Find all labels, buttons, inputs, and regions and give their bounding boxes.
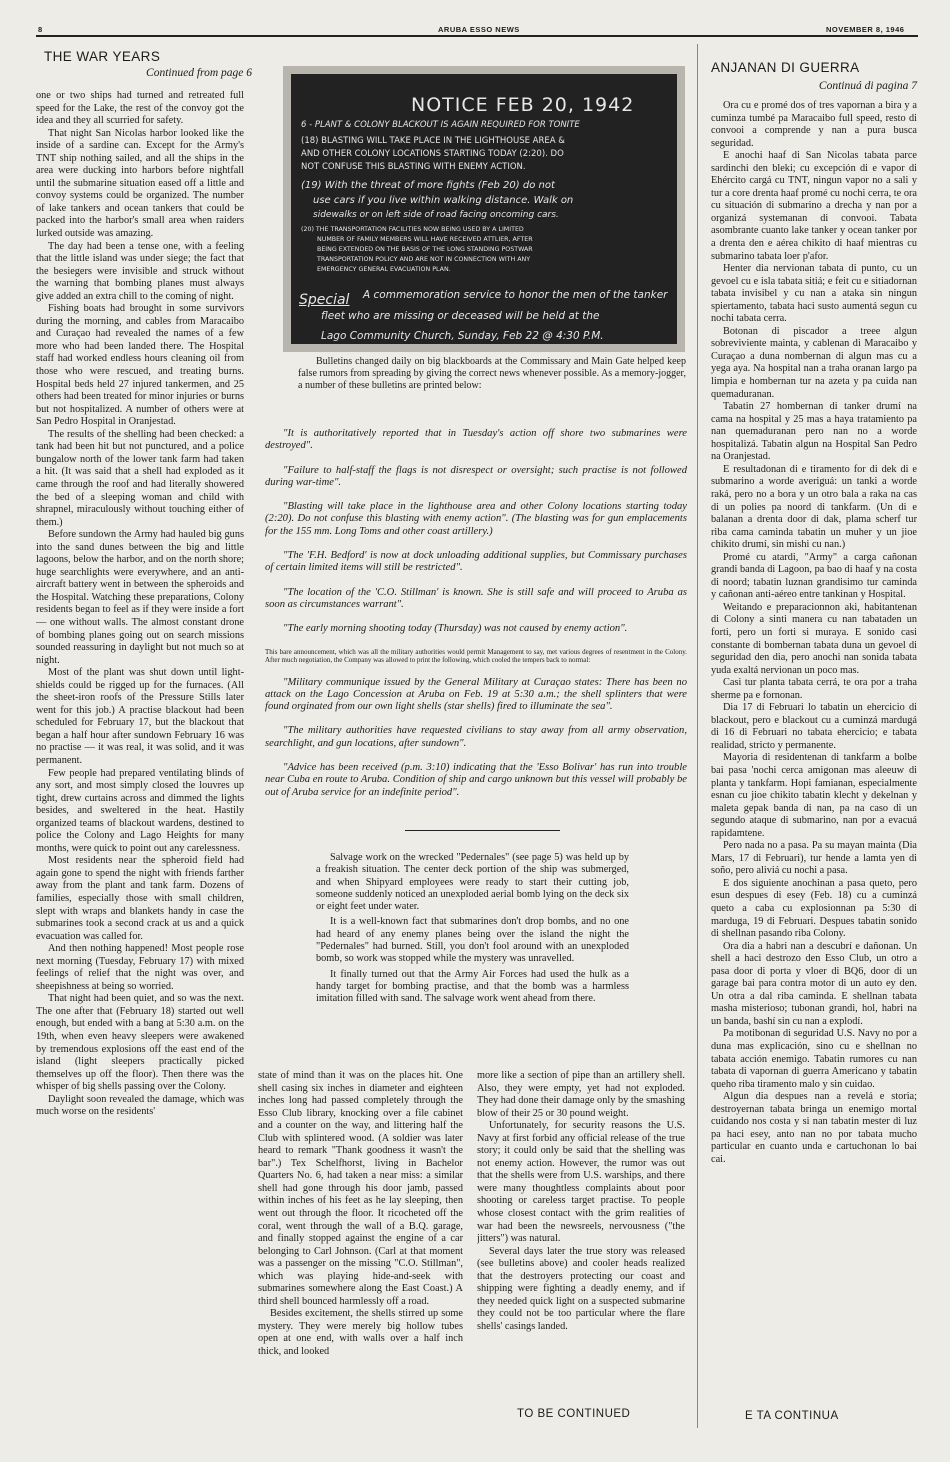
- blackboard-photo: [283, 66, 685, 352]
- paragraph: Most of the plant was shut down until light-shields could be rigged up for the furnaces. (All the sheet-iron roofs of the Pressure Stills later went for this job.) A practise blackout had been scheduled for February 17, but the blackout that began a half hour after sundown February 16 was no practise — it was real, it was solid, and it was permanent.: [36, 667, 244, 766]
- paragraph: Weitando e preparacionnon aki, habitantenan di Colony a sinti manera cu nan tabataden un forti, pero un forti si muraya. E sonido casi constante di bombernan tabata duna un gevoel di seguridad den dia, pero anochi nan sonida tabata yuda exaltá nervionan un poco mas.: [711, 601, 917, 676]
- paragraph: Casi tur planta tabata cerrá, te ora por a traha sherme pa e fornonan.: [711, 677, 917, 701]
- bulletin-item: "It is authoritatively reported that in Tuesday's action off shore two submarines were destroyed".: [265, 428, 687, 452]
- paragraph: Several days later the true story was released (see bulletins above) and cooler heads realized that the destroyers protecting our coast and shipping were fighting a deadly enemy, and if they needed quick light on a suspected submarine they could not be too particular where the flare shells' casings landed.: [477, 1245, 685, 1332]
- bulletin-item: "Advice has been received (p.m. 3:10) indicating that the 'Esso Bolivar' has run into trouble near Cuba en route to Aruba. Condition of ship and cargo unknown but this vessel will probably be out of Aruba service for an indefinite period".: [265, 762, 687, 798]
- paragraph: Besides excitement, the shells stirred up some mystery. They were merely big hollow tubes open at one end, with walls over a half inch thick, and looked: [258, 1308, 463, 1358]
- chalk-line: Lago Community Church, Sunday, Feb 22 @ 4:30 P.M.: [321, 330, 604, 342]
- paragraph: state of mind than it was on the places hit. One shell casing six inches in diameter and eighteen inches long had passed completely through the Esso Club library, knocking over a file cabinet and a counter on the way, and littering half the Club with splintered wood. (A soldier was later heard to remark "Thank goodness it wasn't the bar".) Tex Schelfhorst, living in Bachelor Quarters No. 6, had taken a near miss: a similar shell had gone through his door jamb, passed within inches of his feet as he lay sleeping, then went out through the floor. It ricocheted off the coral, went through the wall of a B.Q. garage, and finally stopped against the engine of a car belonging to Carl Johnson. (Carl at that moment was a passenger on the missing "C.O. Stillman", which was playing hide-and-seek with submarines somewhere along the East Coast.) A third shell bounced harmlessly off a road.: [258, 1070, 463, 1307]
- paragraph: And then nothing happened! Most people rose next morning (Tuesday, February 17) with mixed feelings of relief that the night was over, and sheepishness at being so worried.: [36, 943, 244, 992]
- chalk-line: NOT CONFUSE THIS BLASTING WITH ENEMY ACTION.: [301, 162, 526, 172]
- notice-heading: NOTICE FEB 20, 1942: [411, 94, 635, 116]
- chalk-line: sidewalks or on left side of road facing oncoming cars.: [313, 210, 559, 220]
- war-years-column-1: [36, 90, 244, 1424]
- paragraph: Mayoria di residentenan di tankfarm a bolbe bai pasa 'nochi cerca amigonan mas aleeuw di planta y tankfarm. Hopi famianan, especialmente esnan cu jioe chikito tabatin klecht y dekelnan y maleta gepak banda di nan, pa na caso di un segundo ataque di submarino, nan por a evacuá rapidamtene.: [711, 752, 917, 839]
- war-years-column-3: [477, 1070, 685, 1406]
- to-be-continued: TO BE CONTINUED: [517, 1408, 631, 1420]
- paragraph: Dia 17 di Februari lo tabatin un ehercicio di blackout, pero e blackout cu a cuminzá mardugá di 16 di Februari no tabata ehercicio; e tabata realidad, stricto y permanente.: [711, 702, 917, 751]
- chalk-line: fleet who are missing or deceased will be held at the: [321, 310, 600, 322]
- paragraph: Algun dia despues nan a revelá e storia; destroyernan tabata bringa un enemigo mortal cuidando nos costa y si nan tabatin mester di luz pa haci esey, anto nan no por tabata mucho particular en cuanto unda e cartuchonan lo bai cai.: [711, 1091, 917, 1165]
- bulletin-item: "The military authorities have requested civilians to stay away from all army observation, searchlight, and gun locations, after sundown".: [265, 725, 687, 749]
- issue-date: NOVEMBER 8, 1946: [826, 25, 905, 34]
- paragraph: It finally turned out that the Army Air Forces had used the hulk as a handy target for bombing practise, and that the bomb was a harmless imitation filled with sand. The salvage work went ahead from there.: [316, 968, 629, 1005]
- salvage-box: [316, 852, 629, 1009]
- bulletin-item: "Military communique issued by the General Military at Curaçao states: There has been no attack on the Lago Concession at Aruba on Feb. 19 at 5:30 a.m.; the shell splinters that were found orginated from our own light shells (star shells) fired to illuminate the sea".: [265, 676, 687, 713]
- chalk-line: TRANSPORTATION POLICY AND ARE NOT IN CONNECTION WITH ANY: [317, 256, 531, 263]
- paragraph: It is a well-known fact that submarines don't drop bombs, and no one had heard of any enemy planes being over the island the night the "Pedernales" had burned. Still, you don't fool around with an unexploded bomb, so work was stopped while the mystery was unravelled.: [316, 916, 629, 965]
- bulletin-item: "The location of the 'C.O. Stillman' is known. She is still safe and will proceed to Aruba as soon as circumstances warrant".: [265, 586, 687, 610]
- special-label: Special: [299, 292, 350, 308]
- paragraph: The day had been a tense one, with a feeling that the little island was under siege; the fact that the besiegers were invisible and struck without the warning that bombing planes must always give added an extra chill to the coming of night.: [36, 240, 244, 302]
- bulletins-list: [265, 428, 687, 811]
- paragraph: Ora dia a habri nan a descubrí e dañonan. Un shell a haci destrozo den Esso Club, un otro a pasa door di porta y vloer di BQ6, door di un garage bai para contra motor di un auto ey den. Un otra a dal riba caminda. E shellnan tabata masha misterioso; tubonan grandi, hol, habri na un banda, bashí sin cu nan a explodí.: [711, 940, 917, 1027]
- paragraph: Promé cu atardi, "Army" a carga cañonan grandi banda di Lagoon, pa bao di haaf y na costa di noord; tabatin luznan grandisimo tur caminda y cañonan anti-aéreo entre tankinan y Hospital.: [711, 551, 917, 601]
- page-number: 8: [38, 25, 43, 34]
- chalk-line: use cars if you live within walking distance. Walk on: [313, 195, 574, 206]
- paragraph: That night San Nicolas harbor looked like the inside of a sardine can. Except for the Army's TNT ship nothing sailed, and all the ships in the area were ducking into harbors before nightfall until the submarine situation eased off a little and convoy systems could be organized. The number of lake tankers and ocean tankers that could be packed into the harbor's small area when raiders lurked outside was amazing.: [36, 127, 244, 240]
- paragraph: Most residents near the spheroid field had again gone to spend the night with friends farther away from the plant and tank farm. Dozens of families, especially those with small children, slept with wraps and blankets handy in case the submarines took a second crack at us and a quick evacuation was called for.: [36, 855, 244, 942]
- ta-continua: E TA CONTINUA: [745, 1410, 839, 1422]
- chalk-line: (18) BLASTING WILL TAKE PLACE IN THE LIGHTHOUSE AREA &: [301, 136, 565, 146]
- paragraph: Botonan di piscador a treee algun sobreviviente mainta, y cablenan di Maracaibo y Curaçao a duna nombernan di algun mas cu a yega aya. Na hospital nan a traha oranan largo pa limpia e hombernan tur na azeta y pa cuida nan quemaduranan.: [711, 325, 917, 400]
- paragraph: Ora cu e promé dos of tres vapornan a bira y a cuminza tumbé pa Maracaibo full speed, resto di convooi a comprende y nan a pura busca seguridad.: [711, 100, 917, 149]
- paragraph: Pero nada no a pasa. Pa su mayan mainta (Dia Mars, 17 di Februari), tur hende a lamta yen di soño, pero aliviá cu nochi a pasa.: [711, 840, 917, 877]
- chalk-line: (19) With the threat of more fights (Feb 20) do not: [301, 180, 555, 191]
- paragraph: E anochi haaf di San Nicolas tabata parce sardinchi den bleki; cu excepción di e vapor di Ehército cargá cu TNT, ningun vapor no a sali y tur a core drenta haaf promé cu nochi cerra, te ora cu situación di submarino a drecha y nan por a organizá systemanan di convooi. Tabata asombrante cuanto lake tanker y ocean tanker por a drenta den e aérea chikito di haaf mientras cu submarino tabata loer p'afor.: [711, 150, 917, 262]
- paragraph: Daylight soon revealed the damage, which was much worse on the residents': [36, 1093, 244, 1118]
- chalk-line: NUMBER OF FAMILY MEMBERS WILL HAVE RECEIVED ATTLIER, AFTER: [317, 236, 533, 243]
- paragraph: one or two ships had turned and retreated full speed for the Lake, the rest of the convoy got the idea and they all scurried for safety.: [36, 90, 244, 127]
- paragraph: E resultadonan di e tiramento for di dek di e submarino a worde averiguá: un tanki a worde raká, pero no a bora y un otro bala a raka na cas di un polies pa noord di tankfarm. (Un di e balanan a drenta door di dak, plama scherf tur riba cama caminda tabatin un muher y un jioe chikito drumí, sin mishi cu nan.): [711, 463, 917, 551]
- paragraph: Few people had prepared ventilating blinds of any sort, and most simply closed the louvres up tight, drew curtains across and dimmed the lights besides, and sweltered in the heat. Hastily organized teams of blackout wardens, destined to police the Colony and Lago Heights for many months, were quick to point out any carelessness.: [36, 767, 244, 854]
- paragraph: E dos siguiente anochinan a pasa queto, pero esun despues di esey (Feb. 18) cu a cuminzá queto a caba cu explosionnan pa 5:30 di marduga, 19 di Februari. Despues tabatin sonido di shellnan pasando riba Colony.: [711, 877, 917, 940]
- column-divider: [697, 44, 698, 1428]
- article-title: THE WAR YEARS: [44, 49, 161, 64]
- bulletin-note: This bare announcement, which was all the military authorities would permit Management to say, met various degrees of resentment in the Colony. After much negotiation, the Company was allowed to print the following, which cooled the tempers back to normal:: [265, 647, 687, 664]
- salvage-box-rule: [405, 830, 560, 831]
- war-years-column-2: [258, 1070, 463, 1426]
- papiamento-title: ANJANAN DI GUERRA: [711, 60, 860, 75]
- paragraph: The results of the shelling had been checked: a tank had been hit but not punctured, and a police bungalow north of the lower tank farm had taken a hit. (It was said that a shell had exploded as it came through the roof and had literally showered the bed of a sleeping woman and child with shrapnel, miraculously without touching either of them.): [36, 428, 244, 528]
- paragraph: Tabatin 27 hombernan di tanker drumí na cama na hospital y 25 mas a haya tratamiento pa nan quemaduranan pero nan no a worde hospitalizá. Tabatin algun na Hospital San Pedro na Oranjestad.: [711, 401, 917, 463]
- chalk-line: (20) THE TRANSPORTATION FACILITIES NOW BEING USED BY A LIMITED: [301, 226, 524, 233]
- paragraph: Pa motibonan di seguridad U.S. Navy no por a duna mas explicación, sino cu e shellnan no tabata acción enemigo. Tabatin rumores cu nan tabata di vapornan di guerra Americano y tabatin queho riba tiramento malo y sin cuidao.: [711, 1028, 917, 1090]
- chalk-line: EMERGENCY GENERAL EVACUATION PLAN.: [317, 266, 451, 273]
- paragraph: That night had been quiet, and so was the next. The one after that (February 18) started out well enough, but ended with a bang at 5:30 a.m. on the 19th, when even heavy sleepers were awakened by tremendous explosions off the east end of the island (light sleepers practically picked themselves up off the floor). Then there was the whisper of big shells passing over the Colony.: [36, 993, 244, 1093]
- publication-name: ARUBA ESSO NEWS: [438, 25, 520, 34]
- papiamento-continued: Continuá di pagina 7: [818, 80, 917, 92]
- paragraph: Salvage work on the wrecked "Pedernales" (see page 5) was held up by a freakish situation. The center deck portion of the ship was submerged, and when Shipyard employees were ready to start their cutting job, someone suddenly noticed an unexploded aerial bomb lying on the deck six or eight feet under water.: [316, 852, 629, 913]
- chalk-line: 6 - PLANT & COLONY BLACKOUT IS AGAIN REQUIRED FOR TONITE: [301, 120, 580, 130]
- bulletin-item: "Blasting will take place in the lighthouse area and other Colony locations starting today (2:20). Do not confuse this blasting with enemy action". (The blasting was for gun emplacements for the 155 mm. Long Toms and other coast artillery.): [265, 501, 687, 537]
- paragraph: Unfortunately, for security reasons the U.S. Navy at first forbid any official release of the true story; it could only be said that the shelling was not enemy action. However, the rumor was out that the shells were from U.S. warships, and there were many thoughtless complaints about poor shooting or careless target practise. To people whose closest contact with the grim realities of war had been the newsreels, nervousness ("the jitters") was natural.: [477, 1120, 685, 1245]
- photo-caption: Bulletins changed daily on big blackboards at the Commissary and Main Gate helped keep false rumors from spreading by giving the correct news whenever possible. As a memory-jogger, a number of these bulletins are printed below:: [298, 356, 686, 391]
- bulletin-item: "The 'F.H. Bedford' is now at dock unloading additional supplies, but Commissary purchases of certain limited items will still be restricted".: [265, 550, 687, 574]
- continued-from: Continued from page 6: [146, 67, 252, 79]
- papiamento-column: [711, 100, 917, 1406]
- chalk-line: BEING EXTENDED ON THE BASIS OF THE LONG STANDING POSTWAR: [317, 246, 533, 253]
- paragraph: more like a section of pipe than an artillery shell. Also, they were empty, yet had not exploded. They had done their damage only by the smashing blow of their 25 or 30 pound weight.: [477, 1070, 685, 1119]
- bulletin-item: "Failure to half-staff the flags is not disrespect or oversight; such practise is not followed during war-time".: [265, 464, 687, 488]
- bulletin-item: "The early morning shooting today (Thursday) was not caused by enemy action".: [283, 623, 628, 635]
- paragraph: Before sundown the Army had hauled big guns into the sand dunes between the big and little lagoons, below the harbor, and on the north shore; huge searchlights were everywhere, and an anti-aircraft battery went in between the spheroids and the Hospital. Watching these preparations, Colony residents began to feel as if they were inside a fort — one without walls. The almost constant drone of bombing planes going out on search missions sounded reassuring in daylight but not much so at night.: [36, 529, 244, 666]
- chalk-line: A commemoration service to honor the men of the tanker: [363, 289, 668, 301]
- paragraph: Henter dia nervionan tabata di punto, cu un gevoel cu e isla tabata sitiá; e feit cu e sitiadornan tabata invisibel y cu nan a ataka sin ningun spiertamento, tabata haci susto aumentá segun cu nochi tabata cerra.: [711, 263, 917, 325]
- chalk-line: AND OTHER COLONY LOCATIONS STARTING TODAY (2:20). DO: [301, 149, 564, 159]
- paragraph: Fishing boats had brought in some survivors during the morning, and cables from Maracaibo and Curaçao had revealed the names of a few more who had been landed there. The Hospital staff had worked endless hours cleaning oil from those who were rescued, and treating burns. Hospital beds held 27 injured tankermen, and 25 others had been treated for minor injuries or burns but not hospitalized. A number of others were at San Pedro Hospital in Oranjestad.: [36, 303, 244, 428]
- header-rule: [36, 35, 918, 37]
